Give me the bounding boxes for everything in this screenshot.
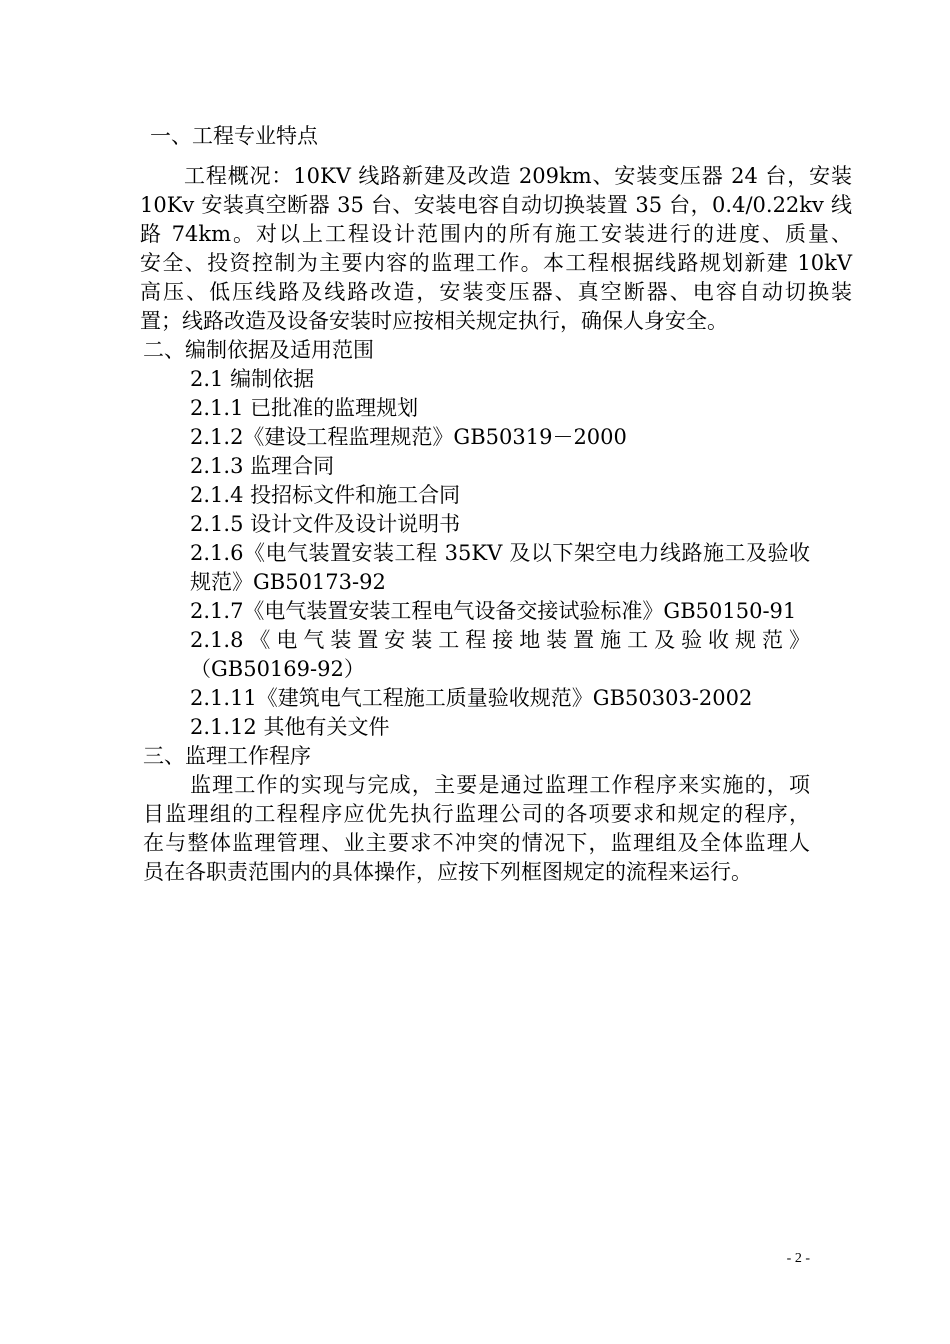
basis-item: 2.1.11《建筑电气工程施工质量验收规范》GB50303-2002 bbox=[190, 686, 753, 710]
section-heading-3: 三、监理工作程序 bbox=[143, 744, 311, 768]
basis-item: 2.1.12 其他有关文件 bbox=[190, 715, 390, 739]
basis-item: 2.1.3 监理合同 bbox=[190, 454, 335, 478]
page-number: - 2 - bbox=[786, 1251, 810, 1266]
overview-line-6: 置；线路改造及设备安装时应按相关规定执行，确保人身安全。 bbox=[140, 309, 728, 333]
basis-item: 2.1.6《电气装置安装工程 35KV 及以下架空电力线路施工及验收 bbox=[190, 541, 810, 565]
procedure-line-2: 目监理组的工程程序应优先执行监理公司的各项要求和规定的程序， bbox=[143, 802, 810, 826]
overview-line-1: 工程概况：10KV 线路新建及改造 209km、安装变压器 24 台，安装 bbox=[184, 164, 852, 188]
basis-item-continued: 规范》GB50173-92 bbox=[190, 570, 386, 594]
section-heading-2: 二、编制依据及适用范围 bbox=[143, 338, 374, 362]
overview-line-4: 安全、投资控制为主要内容的监理工作。本工程根据线路规划新建 10kV bbox=[140, 251, 852, 275]
procedure-line-3: 在与整体监理管理、业主要求不冲突的情况下，监理组及全体监理人 bbox=[143, 831, 810, 855]
basis-item: 2.1.7《电气装置安装工程电气设备交接试验标准》GB50150-91 bbox=[190, 599, 797, 623]
basis-item: 2.1.8《电气装置安装工程接地装置施工及验收规范》 bbox=[190, 628, 810, 652]
overview-line-3: 路 74km。对以上工程设计范围内的所有施工安装进行的进度、质量、 bbox=[140, 222, 852, 246]
basis-item-continued: （GB50169-92） bbox=[190, 657, 365, 681]
basis-item: 2.1 编制依据 bbox=[190, 367, 315, 391]
overview-line-5: 高压、低压线路及线路改造，安装变压器、真空断器、电容自动切换装 bbox=[140, 280, 852, 304]
overview-line-2: 10Kv 安装真空断器 35 台、安装电容自动切换装置 35 台，0.4/0.22kv 线 bbox=[140, 193, 852, 217]
basis-item: 2.1.1 已批准的监理规划 bbox=[190, 396, 419, 420]
basis-item: 2.1.4 投招标文件和施工合同 bbox=[190, 483, 461, 507]
procedure-line-4: 员在各职责范围内的具体操作，应按下列框图规定的流程来运行。 bbox=[143, 860, 752, 884]
basis-item: 2.1.5 设计文件及设计说明书 bbox=[190, 512, 461, 536]
procedure-line-1: 监理工作的实现与完成，主要是通过监理工作程序来实施的，项 bbox=[190, 773, 810, 797]
section-heading-1: 一、工程专业特点 bbox=[150, 124, 318, 148]
basis-item: 2.1.2《建设工程监理规范》GB50319－2000 bbox=[190, 425, 627, 449]
